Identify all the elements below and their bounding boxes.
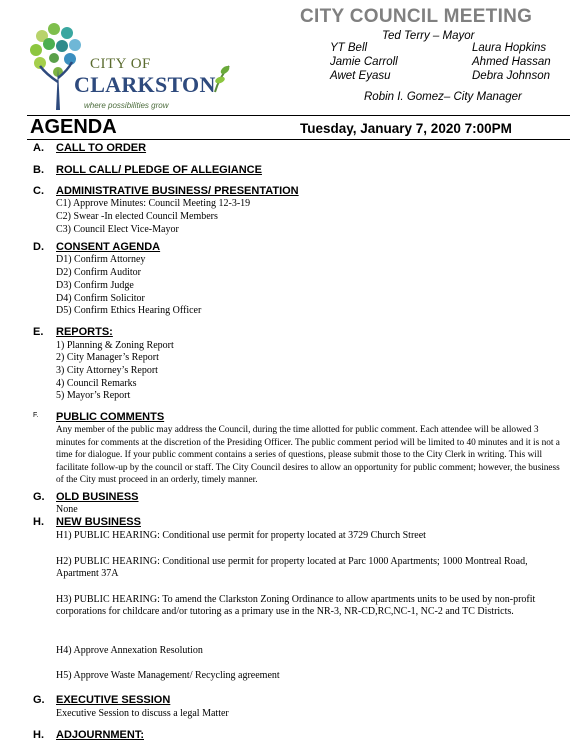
agenda-item: H5) Approve Waste Management/ Recycling agreement	[56, 670, 280, 681]
section-letter: G.	[33, 491, 45, 503]
section-heading-call-to-order: CALL TO ORDER	[56, 142, 147, 154]
agenda-item: H1) PUBLIC HEARING: Conditional use permit for property located at 3729 Church Street	[56, 530, 426, 541]
agenda-item: C3) Council Elect Vice-Mayor	[56, 224, 179, 235]
section-letter: A.	[33, 142, 44, 154]
section-heading-roll-call: ROLL CALL/ PLEDGE OF ALLEGIANCE	[56, 164, 262, 176]
agenda-item: H2) PUBLIC HEARING: Conditional use permit for property located at Parc 1000 Apartments; 1000 Montreal Road, Apartment 37A	[56, 556, 528, 579]
agenda-item: D3) Confirm Judge	[56, 280, 134, 291]
date-divider	[27, 139, 570, 140]
council-member: Jamie Carroll	[330, 56, 398, 68]
section-heading-consent-agenda: CONSENT AGENDA	[56, 241, 161, 253]
public-comments-text: Any member of the public may address the Council, during the time allotted for public comment. Each attendee will be allowed 3 minutes for comments at the discretion of the Presiding Officer. The public comment period will be limited to 40 minutes and it is not a time for dialogue. If your public comment contains a series of questions, please submit those to the City Clerk in writing. This will facilitate follow-up by the council or staff. The City Council desires to allow an opportunity for public comment; however, the business of the City must proceed in an orderly, timely manner.	[56, 425, 560, 485]
logo-city-of: CITY OF	[90, 56, 151, 72]
tree-icon	[28, 20, 88, 112]
section-heading-executive-session: EXECUTIVE SESSION	[56, 694, 171, 706]
section-heading-reports: REPORTS:	[56, 326, 113, 338]
section-heading-new-business: NEW BUSINESS	[56, 516, 141, 528]
council-member: Debra Johnson	[472, 70, 550, 82]
leaf-icon	[211, 60, 233, 94]
meeting-title: CITY COUNCIL MEETING	[300, 6, 533, 27]
section-letter: C.	[33, 185, 44, 197]
section-letter: B.	[33, 164, 44, 176]
section-letter: H.	[33, 516, 44, 528]
section-heading-old-business: OLD BUSINESS	[56, 491, 139, 503]
section-heading-adjournment: ADJOURNMENT:	[56, 729, 144, 741]
city-logo	[28, 20, 233, 112]
agenda-item: 2) City Manager’s Report	[56, 352, 159, 363]
agenda-item: H4) Approve Annexation Resolution	[56, 645, 203, 656]
agenda-item: 1) Planning & Zoning Report	[56, 340, 174, 351]
section-letter: G.	[33, 694, 45, 706]
agenda-item: D2) Confirm Auditor	[56, 267, 141, 278]
section-heading-administrative: ADMINISTRATIVE BUSINESS/ PRESENTATION	[56, 185, 299, 197]
agenda-item: D4) Confirm Solicitor	[56, 293, 145, 304]
council-member: Ahmed Hassan	[472, 56, 551, 68]
meeting-date: Tuesday, January 7, 2020 7:00PM	[300, 121, 512, 136]
agenda-item: H3) PUBLIC HEARING: To amend the Clarkston Zoning Ordinance to allow apartments units to be used by non-profit corporations for childcare and/or tutoring as a primary use in the NR-3, NR-CD,RC,NC-1, NC-2 and TC Districts.	[56, 594, 536, 617]
agenda-item: C2) Swear -In elected Council Members	[56, 211, 218, 222]
mayor-name: Ted Terry – Mayor	[382, 30, 475, 42]
agenda-item: None	[56, 504, 78, 515]
section-letter: D.	[33, 241, 44, 253]
agenda-title: AGENDA	[30, 116, 117, 138]
agenda-item: Executive Session to discuss a legal Matter	[56, 708, 229, 719]
council-member: YT Bell	[330, 42, 368, 54]
city-manager: Robin I. Gomez– City Manager	[364, 91, 522, 103]
logo-city-name: CLARKSTON	[74, 72, 216, 97]
section-letter: H.	[33, 729, 44, 741]
section-heading-public-comments: PUBLIC COMMENTS	[56, 411, 165, 423]
council-member: Laura Hopkins	[472, 42, 547, 54]
section-letter: E.	[33, 326, 44, 338]
agenda-item: C1) Approve Minutes: Council Meeting 12-3-19	[56, 198, 251, 209]
agenda-item: 5) Mayor’s Report	[56, 390, 131, 401]
logo-tagline: where possibilities grow	[84, 101, 169, 110]
agenda-item: 4) Council Remarks	[56, 378, 137, 389]
agenda-item: D5) Confirm Ethics Hearing Officer	[56, 305, 202, 316]
council-member: Awet Eyasu	[330, 70, 391, 82]
section-letter: F.	[33, 412, 39, 419]
agenda-item: 3) City Attorney’s Report	[56, 365, 158, 376]
agenda-item: D1) Confirm Attorney	[56, 254, 146, 265]
